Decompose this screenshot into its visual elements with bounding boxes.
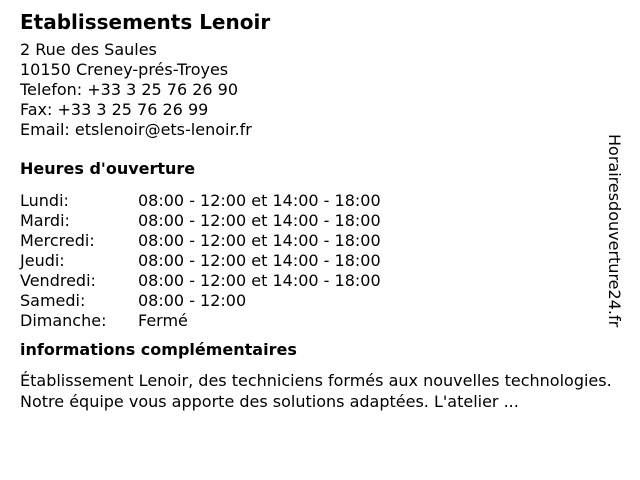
site-watermark: Horairesdouverture24.fr bbox=[605, 134, 624, 328]
business-card bbox=[20, 10, 620, 412]
hours-row-monday bbox=[20, 191, 620, 211]
hours-heading: Heures d'ouverture bbox=[20, 159, 196, 178]
hours-row-wednesday bbox=[20, 231, 620, 251]
time-value: 08:00 - 12:00 et 14:00 - 18:00 bbox=[138, 191, 381, 210]
street-address: 2 Rue des Saules bbox=[20, 40, 157, 59]
day-label: Jeudi: bbox=[20, 251, 65, 270]
day-label: Lundi: bbox=[20, 191, 69, 210]
day-label: Mercredi: bbox=[20, 231, 95, 250]
day-label: Dimanche: bbox=[20, 311, 107, 330]
time-value: Fermé bbox=[138, 311, 188, 330]
time-value: 08:00 - 12:00 et 14:00 - 18:00 bbox=[138, 211, 381, 230]
time-value: 08:00 - 12:00 et 14:00 - 18:00 bbox=[138, 271, 381, 290]
info-heading: informations complémentaires bbox=[20, 340, 297, 359]
hours-row-sunday bbox=[20, 311, 620, 331]
info-description: Établissement Lenoir, des techniciens formés aux nouvelles technologies. Notre équipe vous apporte des solutions adaptées. L'atelier ... bbox=[20, 371, 612, 411]
contact-block bbox=[20, 40, 620, 140]
hours-row-tuesday bbox=[20, 211, 620, 231]
day-label: Mardi: bbox=[20, 211, 70, 230]
time-value: 08:00 - 12:00 et 14:00 - 18:00 bbox=[138, 231, 381, 250]
hours-row-thursday bbox=[20, 251, 620, 271]
time-value: 08:00 - 12:00 bbox=[138, 291, 247, 310]
fax-number: Fax: +33 3 25 76 26 99 bbox=[20, 100, 209, 119]
hours-row-friday bbox=[20, 271, 620, 291]
email-address: Email: etslenoir@ets-lenoir.fr bbox=[20, 120, 252, 139]
city-address: 10150 Creney-prés-Troyes bbox=[20, 60, 229, 79]
day-label: Samedi: bbox=[20, 291, 86, 310]
day-label: Vendredi: bbox=[20, 271, 96, 290]
business-name: Etablissements Lenoir bbox=[20, 10, 271, 34]
hours-row-saturday bbox=[20, 291, 620, 311]
time-value: 08:00 - 12:00 et 14:00 - 18:00 bbox=[138, 251, 381, 270]
phone-number: Telefon: +33 3 25 76 26 90 bbox=[20, 80, 239, 99]
opening-hours-table bbox=[20, 191, 620, 331]
